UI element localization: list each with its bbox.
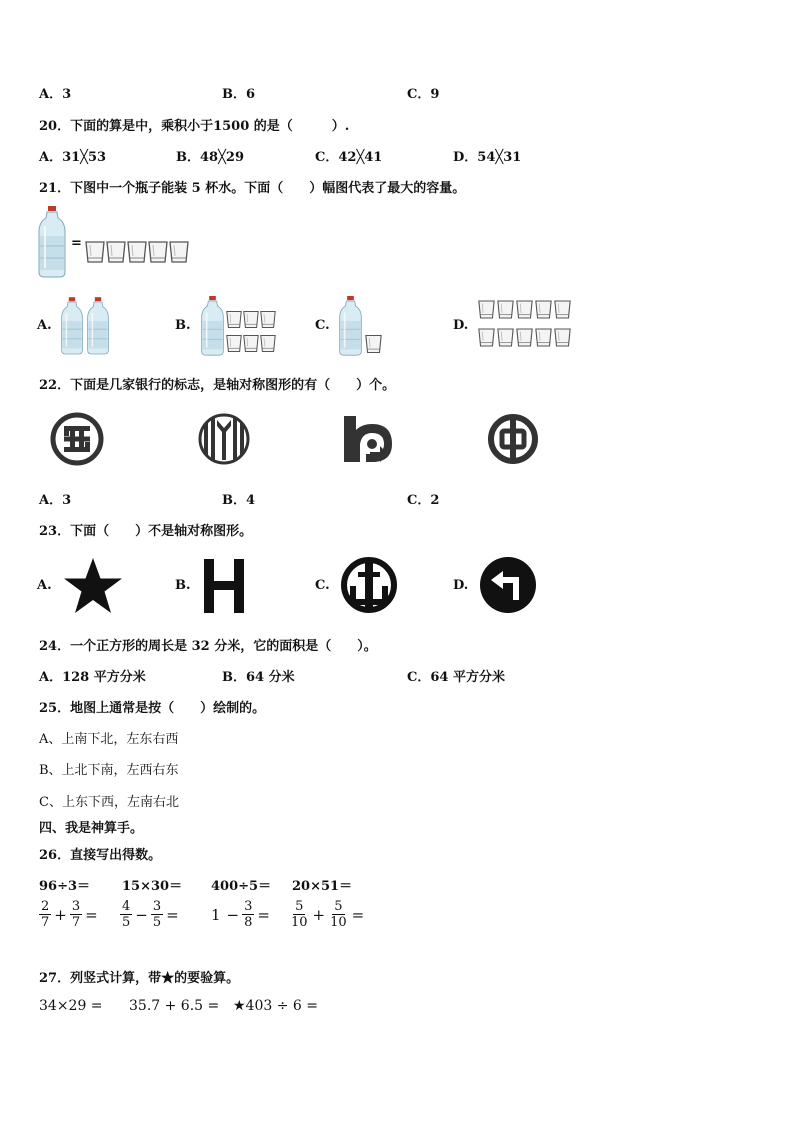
fraction: $\frac{3}{7}$ [71, 899, 81, 930]
q21-label-d: D. [453, 318, 469, 333]
q26-item-4: 20×51＝ [292, 879, 353, 894]
q21-label-a: A. [37, 318, 52, 333]
q25-option-b: B、上北下南，左西右东 [39, 763, 179, 778]
q21-reference-figure [37, 206, 197, 280]
q22-option-c: C．2 [407, 493, 440, 508]
q20-option-c: C．42╳41 [315, 150, 383, 165]
q26-item-2: 15×30＝ [122, 879, 183, 894]
bank-logo-1-icon [50, 412, 104, 466]
q23-label-a: A. [37, 578, 52, 593]
q25-option-a: A、上南下北，左东右西 [39, 732, 179, 747]
fraction-expression-2: $\frac{4}{5}$ − $\frac{3}{5}$ = [122, 899, 179, 930]
bank-logo-4-icon [486, 412, 540, 466]
fraction-expression-3: 1 − $\frac{3}{8}$ = [211, 899, 270, 930]
q19-option-c: C．9 [407, 87, 440, 102]
q20-text: 20．下面的算是中，乘积小于1500 的是（ ）. [39, 119, 350, 134]
cup-icon [498, 301, 513, 318]
q26-text: 26．直接写出得数。 [39, 848, 162, 863]
q21-option-c-figure [338, 296, 388, 358]
q26-item-1: 96÷3＝ [39, 879, 91, 894]
q21-option-b-figure [200, 296, 280, 358]
cup-icon [555, 329, 570, 346]
cup-icon [86, 242, 104, 262]
q20-option-a: A．31╳53 [39, 150, 107, 165]
bank-logo-3-icon [340, 410, 398, 468]
cup-icon [244, 312, 258, 328]
q20-option-b: B．48╳29 [176, 150, 244, 165]
star-icon [60, 556, 126, 616]
cup-icon [170, 242, 188, 262]
cup-icon [536, 301, 551, 318]
cup-icon [227, 312, 241, 328]
cup-icon [517, 329, 532, 346]
q23-label-b: B. [175, 578, 191, 593]
cup-icon [479, 329, 494, 346]
q27-text: 27．列竖式计算，带★的要验算。 [39, 971, 240, 986]
q24-option-b: B．64 分米 [222, 670, 295, 685]
q20-option-d: D．54╳31 [453, 150, 522, 165]
q27-item-1: 34×29 = [39, 998, 103, 1014]
fraction-expression-1: $\frac{2}{7}$ + $\frac{3}{7}$ = [41, 899, 98, 930]
q24-text: 24．一个正方形的周长是 32 分米，它的面积是（ ）。 [39, 639, 377, 654]
fraction-expression-4: $\frac{5}{10}$ + $\frac{5}{10}$ = [291, 899, 365, 930]
q21-label-c: C. [315, 318, 330, 333]
q19-option-b: B．6 [222, 87, 256, 102]
q21-label-b: B. [175, 318, 191, 333]
cup-icon [128, 242, 146, 262]
cup-icon [536, 329, 551, 346]
cup-icon [244, 336, 258, 352]
letter-h-icon [200, 557, 248, 615]
fraction: $\frac{5}{10}$ [330, 899, 347, 930]
q23-text: 23．下面（ ）不是轴对称图形。 [39, 524, 253, 539]
fraction: $\frac{4}{5}$ [122, 899, 131, 930]
fraction: $\frac{3}{5}$ [152, 899, 162, 930]
fraction: $\frac{2}{7}$ [41, 899, 50, 930]
q25-option-c: C、上东下西，左南右北 [39, 795, 179, 810]
cup-icon [555, 301, 570, 318]
equals-sign: = [71, 236, 82, 251]
q24-option-a: A．128 平方分米 [39, 670, 146, 685]
bottle-icon [202, 296, 224, 355]
cup-icon [517, 301, 532, 318]
q21-option-d-figure [478, 299, 574, 353]
q19-option-a: A．3 [39, 87, 72, 102]
cup-icon [261, 312, 275, 328]
cup-icon [261, 336, 275, 352]
q21-option-a-figure [60, 297, 112, 357]
q27-item-2: 35.7 + 6.5 = [129, 998, 220, 1014]
bottle-icon [340, 296, 362, 355]
section-heading: 四、我是神算手。 [39, 821, 144, 836]
turn-left-sign-icon [479, 556, 537, 614]
q25-text: 25．地图上通常是按（ ）绘制的。 [39, 701, 266, 716]
q23-label-d: D. [453, 578, 469, 593]
bottle-icon [62, 297, 83, 354]
q21-text: 21．下图中一个瓶子能装 5 杯水。下面（ ）幅图代表了最大的容量。 [39, 181, 466, 196]
bottle-icon [39, 206, 65, 277]
bank-logo-2-icon [197, 412, 251, 466]
q26-item-3: 400÷5＝ [211, 879, 272, 894]
bottle-icon [88, 297, 109, 354]
cup-icon [366, 336, 381, 353]
q22-option-b: B．4 [222, 493, 256, 508]
bank-logo-5-icon [340, 556, 398, 614]
q22-option-a: A．3 [39, 493, 72, 508]
q23-label-c: C. [315, 578, 330, 593]
cup-icon [107, 242, 125, 262]
bottle-equals-cups-figure [37, 206, 197, 280]
fraction: $\frac{3}{8}$ [244, 899, 253, 930]
cup-icon [149, 242, 167, 262]
cup-icon [227, 336, 241, 352]
cup-icon [479, 301, 494, 318]
fraction: $\frac{5}{10}$ [291, 899, 308, 930]
q27-item-3: ★403 ÷ 6 = [233, 998, 318, 1014]
q24-option-c: C．64 平方分米 [407, 670, 505, 685]
cup-icon [498, 329, 513, 346]
q22-text: 22．下面是几家银行的标志，是轴对称图形的有（ ）个。 [39, 378, 396, 393]
